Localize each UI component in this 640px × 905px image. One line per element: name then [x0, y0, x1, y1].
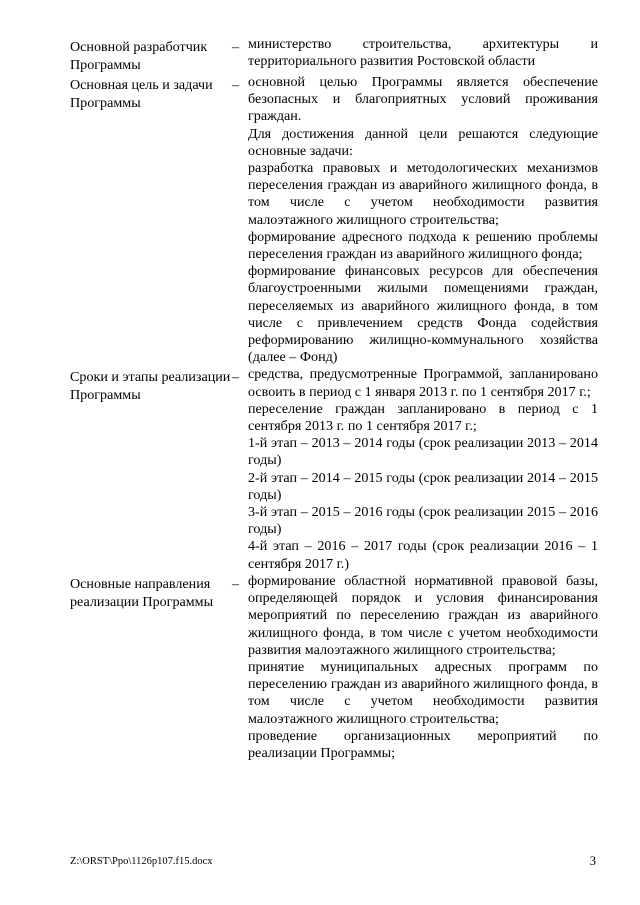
content-paragraph: Для достижения данной цели решаются следующие основные задачи: — [248, 125, 598, 159]
row-label: Основные направления реализации Программы — [70, 575, 214, 610]
content-paragraph: разработка правовых и методологических механизмов переселения граждан из аварийного жилищного фонда, в том числе с учетом необходимости развития малоэтажного жилищного строительства; — [248, 160, 598, 228]
footer-file-path: Z:\ORST\Ppo\1126p107.f15.docx — [70, 856, 213, 867]
row-label: Основная цель и задачи Программы — [70, 77, 213, 111]
passport-row-goals — [70, 74, 598, 366]
row-label: Сроки и этапы реализации Программы — [70, 369, 231, 404]
row-dash: – — [232, 369, 240, 386]
row-dash: – — [232, 575, 240, 592]
content-paragraph: формирование областной нормативной правовой базы, определяющей порядок и условия финансирования мероприятий по переселению граждан из аварийного жилищного фонда, в том числе с учетом необходимости развития малоэтажного жилищного строительства; — [248, 572, 598, 658]
footer-page-number: 3 — [589, 854, 596, 868]
content-paragraph: формирование адресного подхода к решению проблемы переселения граждан из аварийного жилищного фонда; — [248, 228, 598, 263]
content-paragraph: формирование финансовых ресурсов для обеспечения благоустроенными жилыми помещениями граждан, переселяемых из аварийного жилищного фонда, в том числе с привлечением средств Фонда содействия реформированию жилищно-коммунального хозяйства (далее – Фонд) — [248, 263, 598, 366]
content-paragraph: переселение граждан запланировано в период с 1 сентября 2013 г. по 1 сентября 2017 г.; — [248, 400, 598, 435]
content-paragraph: основной целью Программы является обеспечение безопасных и благоприятных условий проживания граждан. — [248, 74, 598, 125]
row-content — [248, 366, 598, 572]
content-paragraph: принятие муниципальных адресных программ по переселению граждан из аварийного жилищного фонда, в том числе с учетом необходимости развития малоэтажного жилищного строительства; — [248, 658, 598, 727]
row-label: Основной разработчик Программы — [70, 39, 208, 73]
passport-row-developer — [70, 36, 598, 74]
content-paragraph: 3-й этап – 2015 – 2016 годы (срок реализации 2015 – 2016 годы) — [248, 504, 598, 538]
passport-row-timeline — [70, 366, 598, 572]
row-dash: – — [232, 77, 240, 93]
row-content — [248, 573, 598, 762]
passport-row-directions — [70, 573, 598, 762]
program-passport-table — [70, 36, 598, 762]
content-paragraph: 4-й этап – 2016 – 2017 годы (срок реализации 2016 – 1 сентября 2017 г.) — [248, 538, 598, 572]
content-paragraph: средства, предусмотренные Программой, запланировано освоить в период с 1 января 2013 г. по 1 сентября 2017 г.; — [248, 366, 598, 400]
row-content — [248, 36, 598, 74]
content-paragraph: 2-й этап – 2014 – 2015 годы (срок реализации 2014 – 2015 годы) — [248, 469, 598, 503]
row-content — [248, 74, 598, 366]
content-paragraph: министерство строительства, архитектуры и территориального развития Ростовской области — [248, 36, 598, 70]
content-paragraph: 1-й этап – 2013 – 2014 годы (срок реализации 2013 – 2014 годы) — [248, 435, 598, 469]
content-paragraph: проведение организационных мероприятий по реализации Программы; — [248, 727, 598, 761]
row-dash: – — [232, 39, 240, 55]
